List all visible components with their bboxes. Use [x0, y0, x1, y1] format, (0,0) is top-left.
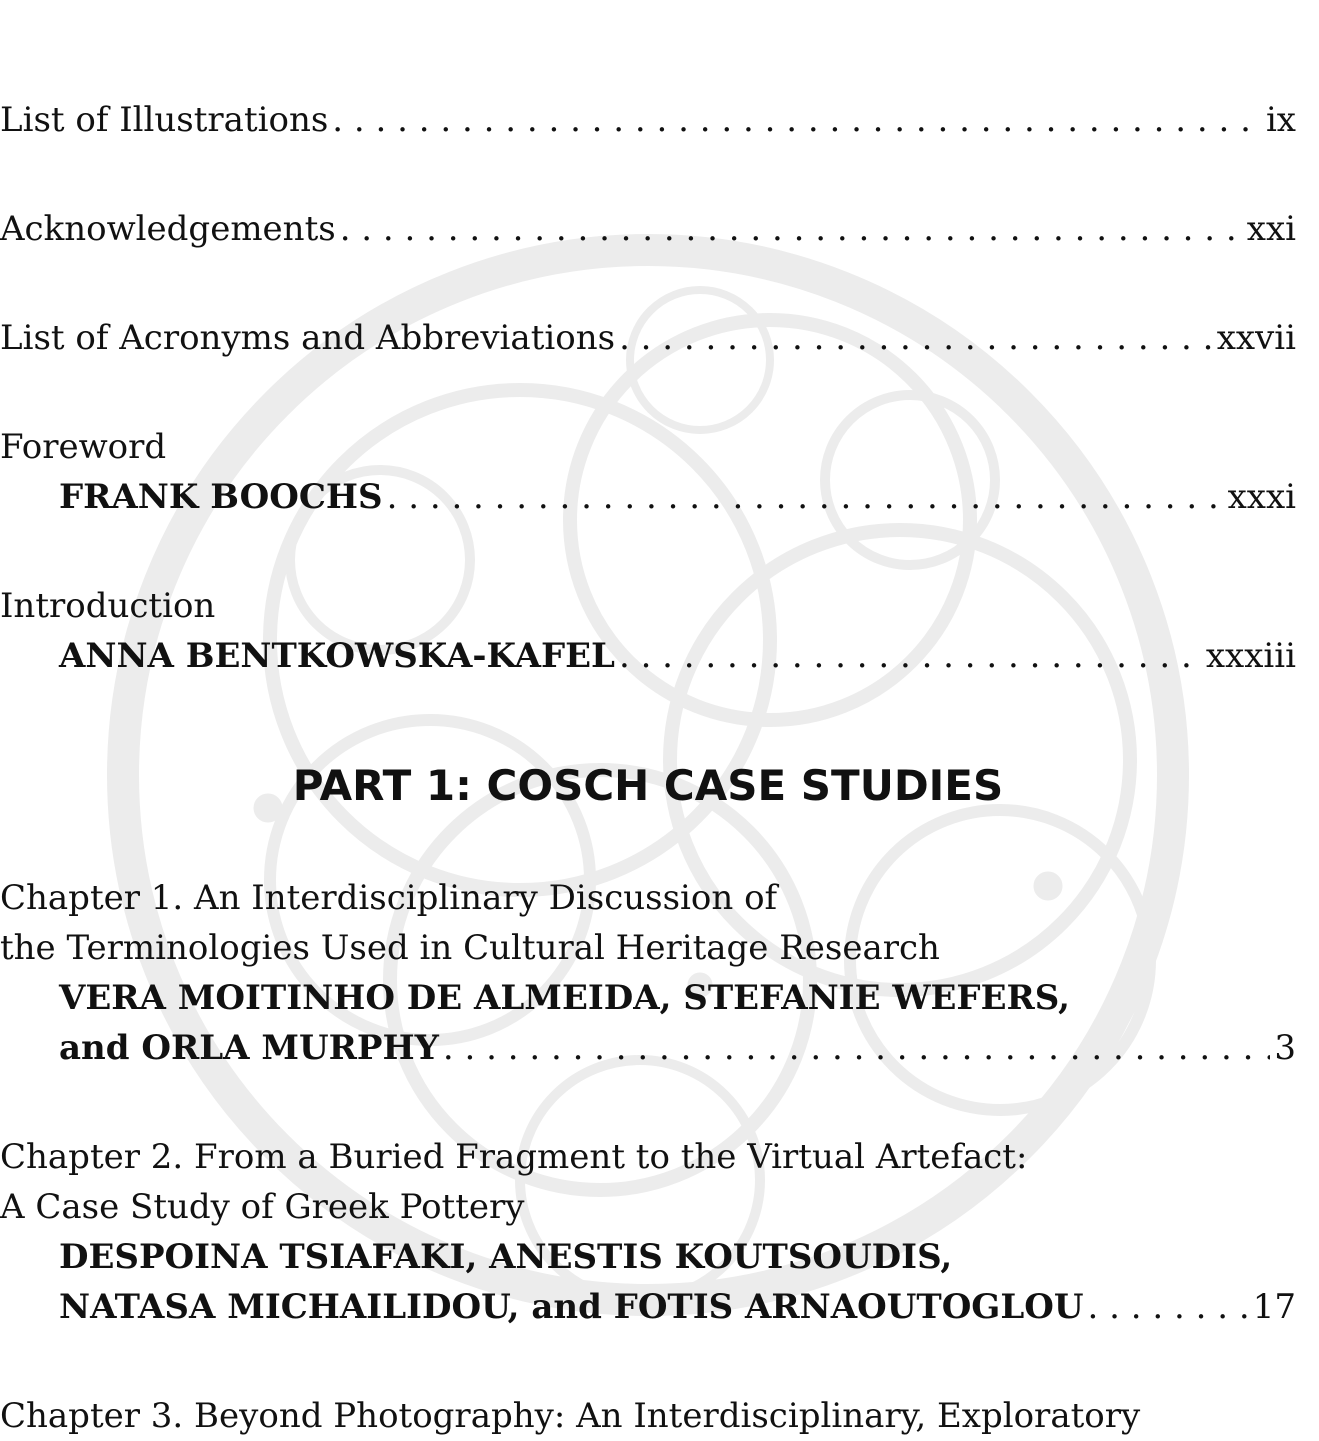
entry-title: List of Acronyms and Abbreviations [0, 318, 616, 358]
page-number: 17 [1252, 1287, 1296, 1327]
part-heading: PART 1: COSCH CASE STUDIES [292, 761, 1004, 810]
chapter-title-line: Chapter 2. From a Buried Fragment to the Virtual Artefact: [0, 1137, 1028, 1177]
chapter-author-line: VERA MOITINHO DE ALMEIDA, STEFANIE WEFERS, [59, 978, 1070, 1018]
chapter-title-line: Chapter 3. Beyond Photography: An Interdisciplinary, Exploratory [0, 1396, 1141, 1436]
chapter-title-line: the Terminologies Used in Cultural Heritage Research [0, 928, 940, 968]
entry-title: List of Illustrations [0, 100, 329, 140]
chapter-author-line: and ORLA MURPHY [59, 1028, 439, 1068]
toc-entry[interactable] [0, 422, 1296, 522]
page-number: 3 [1274, 1028, 1296, 1068]
toc-entry[interactable] [0, 204, 1296, 254]
toc-entry[interactable] [0, 581, 1296, 681]
page-number: xxxi [1227, 477, 1296, 517]
dot-leader [387, 472, 1224, 522]
page-number: xxvii [1216, 318, 1296, 358]
chapter-title-line: A Case Study of Greek Pottery [0, 1187, 525, 1227]
chapter-author-line: NATASA MICHAILIDOU, and FOTIS ARNAOUTOGLOU [59, 1287, 1084, 1327]
entry-title: Introduction [0, 586, 216, 626]
chapter-title-line: Chapter 1. An Interdisciplinary Discussion of [0, 878, 778, 918]
toc-entry[interactable] [0, 313, 1296, 363]
dot-leader [619, 631, 1202, 681]
chapter-author-line: DESPOINA TSIAFAKI, ANESTIS KOUTSOUDIS, [59, 1237, 953, 1277]
entry-author: ANNA BENTKOWSKA-KAFEL [59, 636, 615, 676]
entry-title: Foreword [0, 427, 167, 467]
dot-leader [443, 1023, 1270, 1073]
page-number: xxxiii [1205, 636, 1296, 676]
page-number: xxi [1246, 209, 1296, 249]
toc-entry[interactable] [0, 95, 1296, 145]
toc-chapter-entry[interactable] [0, 1132, 1296, 1332]
dot-leader [332, 95, 1262, 145]
dot-leader [340, 204, 1243, 254]
toc-chapter-entry[interactable] [0, 1391, 1296, 1441]
entry-author: FRANK BOOCHS [59, 477, 383, 517]
dot-leader [619, 313, 1213, 363]
toc-chapter-entry[interactable] [0, 873, 1296, 1073]
dot-leader [1088, 1282, 1249, 1332]
entry-title: Acknowledgements [0, 209, 336, 249]
page-number: ix [1265, 100, 1296, 140]
